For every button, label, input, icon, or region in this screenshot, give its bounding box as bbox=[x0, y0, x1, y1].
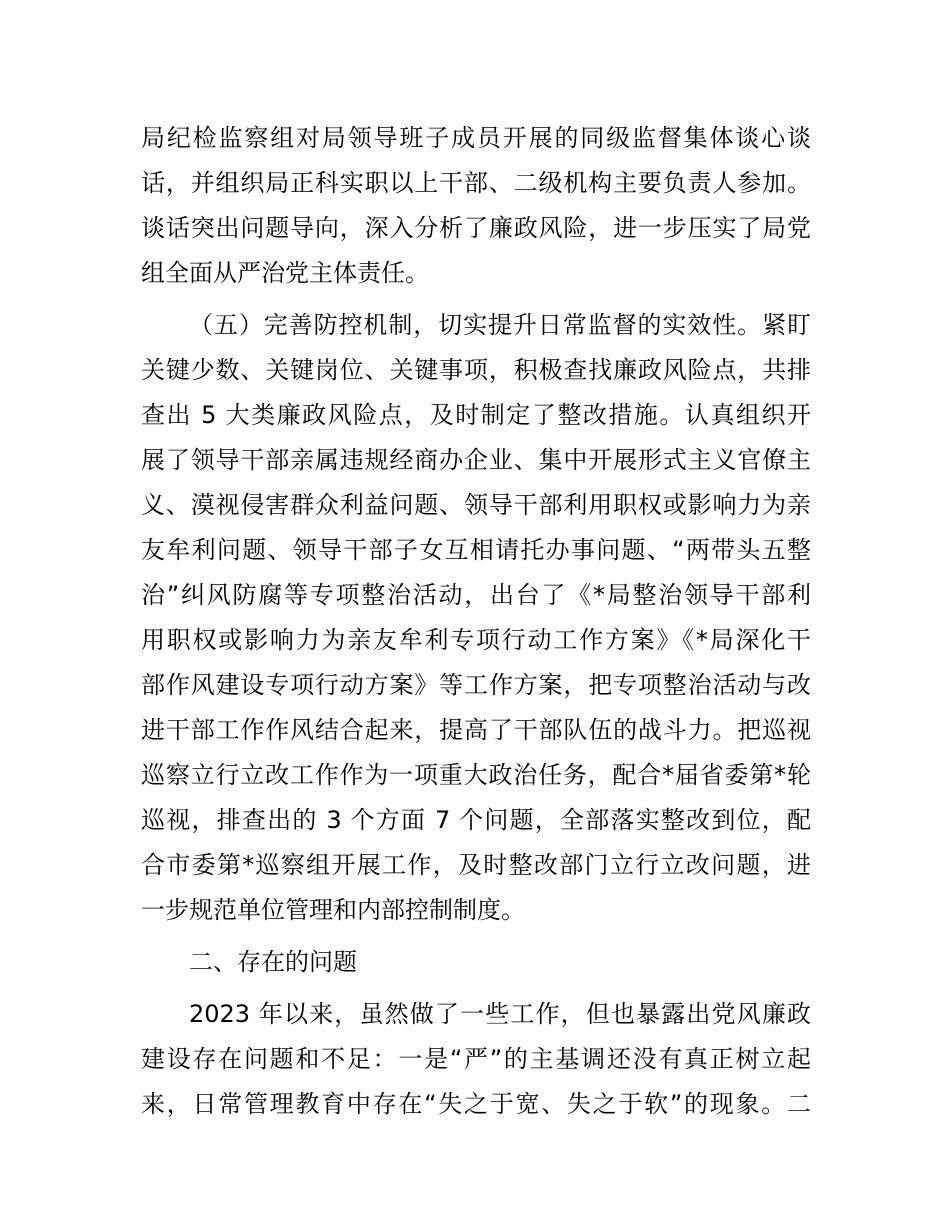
text-line: 展了领导干部亲属违规经商办企业、集中开展形式主义官僚主 bbox=[141, 446, 811, 474]
text-line: 话，并组织局正科实职以上干部、二级机构主要负责人参加。 bbox=[141, 169, 811, 197]
paragraph-heading-line: （五）完善防控机制，切实提升日常监督的实效性。紧盯 bbox=[189, 311, 811, 339]
text-line: 组全面从严治党主体责任。 bbox=[141, 259, 429, 287]
text-line: 义、漠视侵害群众利益问题、领导干部利用职权或影响力为亲 bbox=[141, 491, 811, 519]
text-line: 来，日常管理教育中存在“失之于宽、失之于软”的现象。二 bbox=[141, 1090, 811, 1118]
text-line: 进干部工作作风结合起来，提高了干部队伍的战斗力。把巡视 bbox=[141, 716, 811, 744]
text-line: 用职权或影响力为亲友牟利专项行动工作方案》《*局深化干 bbox=[141, 626, 811, 654]
section-heading: 二、存在的问题 bbox=[189, 948, 357, 976]
text-line: 友牟利问题、领导干部子女互相请托办事问题、“两带头五整 bbox=[141, 536, 811, 564]
text-line: 合市委第*巡察组开展工作，及时整改部门立行立改问题，进 bbox=[141, 851, 811, 879]
text-line: 一步规范单位管理和内部控制制度。 bbox=[141, 896, 525, 924]
text-line: 建设存在问题和不足：一是“严”的主基调还没有真正树立起 bbox=[141, 1045, 811, 1073]
text-line: 巡视，排查出的 3 个方面 7 个问题，全部落实整改到位，配 bbox=[141, 806, 811, 834]
text-line: 治”纠风防腐等专项整治活动，出台了《*局整治领导干部利 bbox=[141, 581, 811, 609]
text-line: 部作风建设专项行动方案》等工作方案，把专项整治活动与改 bbox=[141, 671, 811, 699]
text-line: 巡察立行立改工作作为一项重大政治任务，配合*届省委第*轮 bbox=[141, 761, 811, 789]
text-line: 2023 年以来，虽然做了一些工作，但也暴露出党风廉政 bbox=[189, 1000, 811, 1028]
text-line: 局纪检监察组对局领导班子成员开展的同级监督集体谈心谈 bbox=[141, 124, 811, 152]
text-line: 关键少数、关键岗位、关键事项，积极查找廉政风险点，共排 bbox=[141, 356, 811, 384]
text-line: 查出 5 大类廉政风险点，及时制定了整改措施。认真组织开 bbox=[141, 401, 811, 429]
text-line: 谈话突出问题导向，深入分析了廉政风险，进一步压实了局党 bbox=[141, 214, 811, 242]
